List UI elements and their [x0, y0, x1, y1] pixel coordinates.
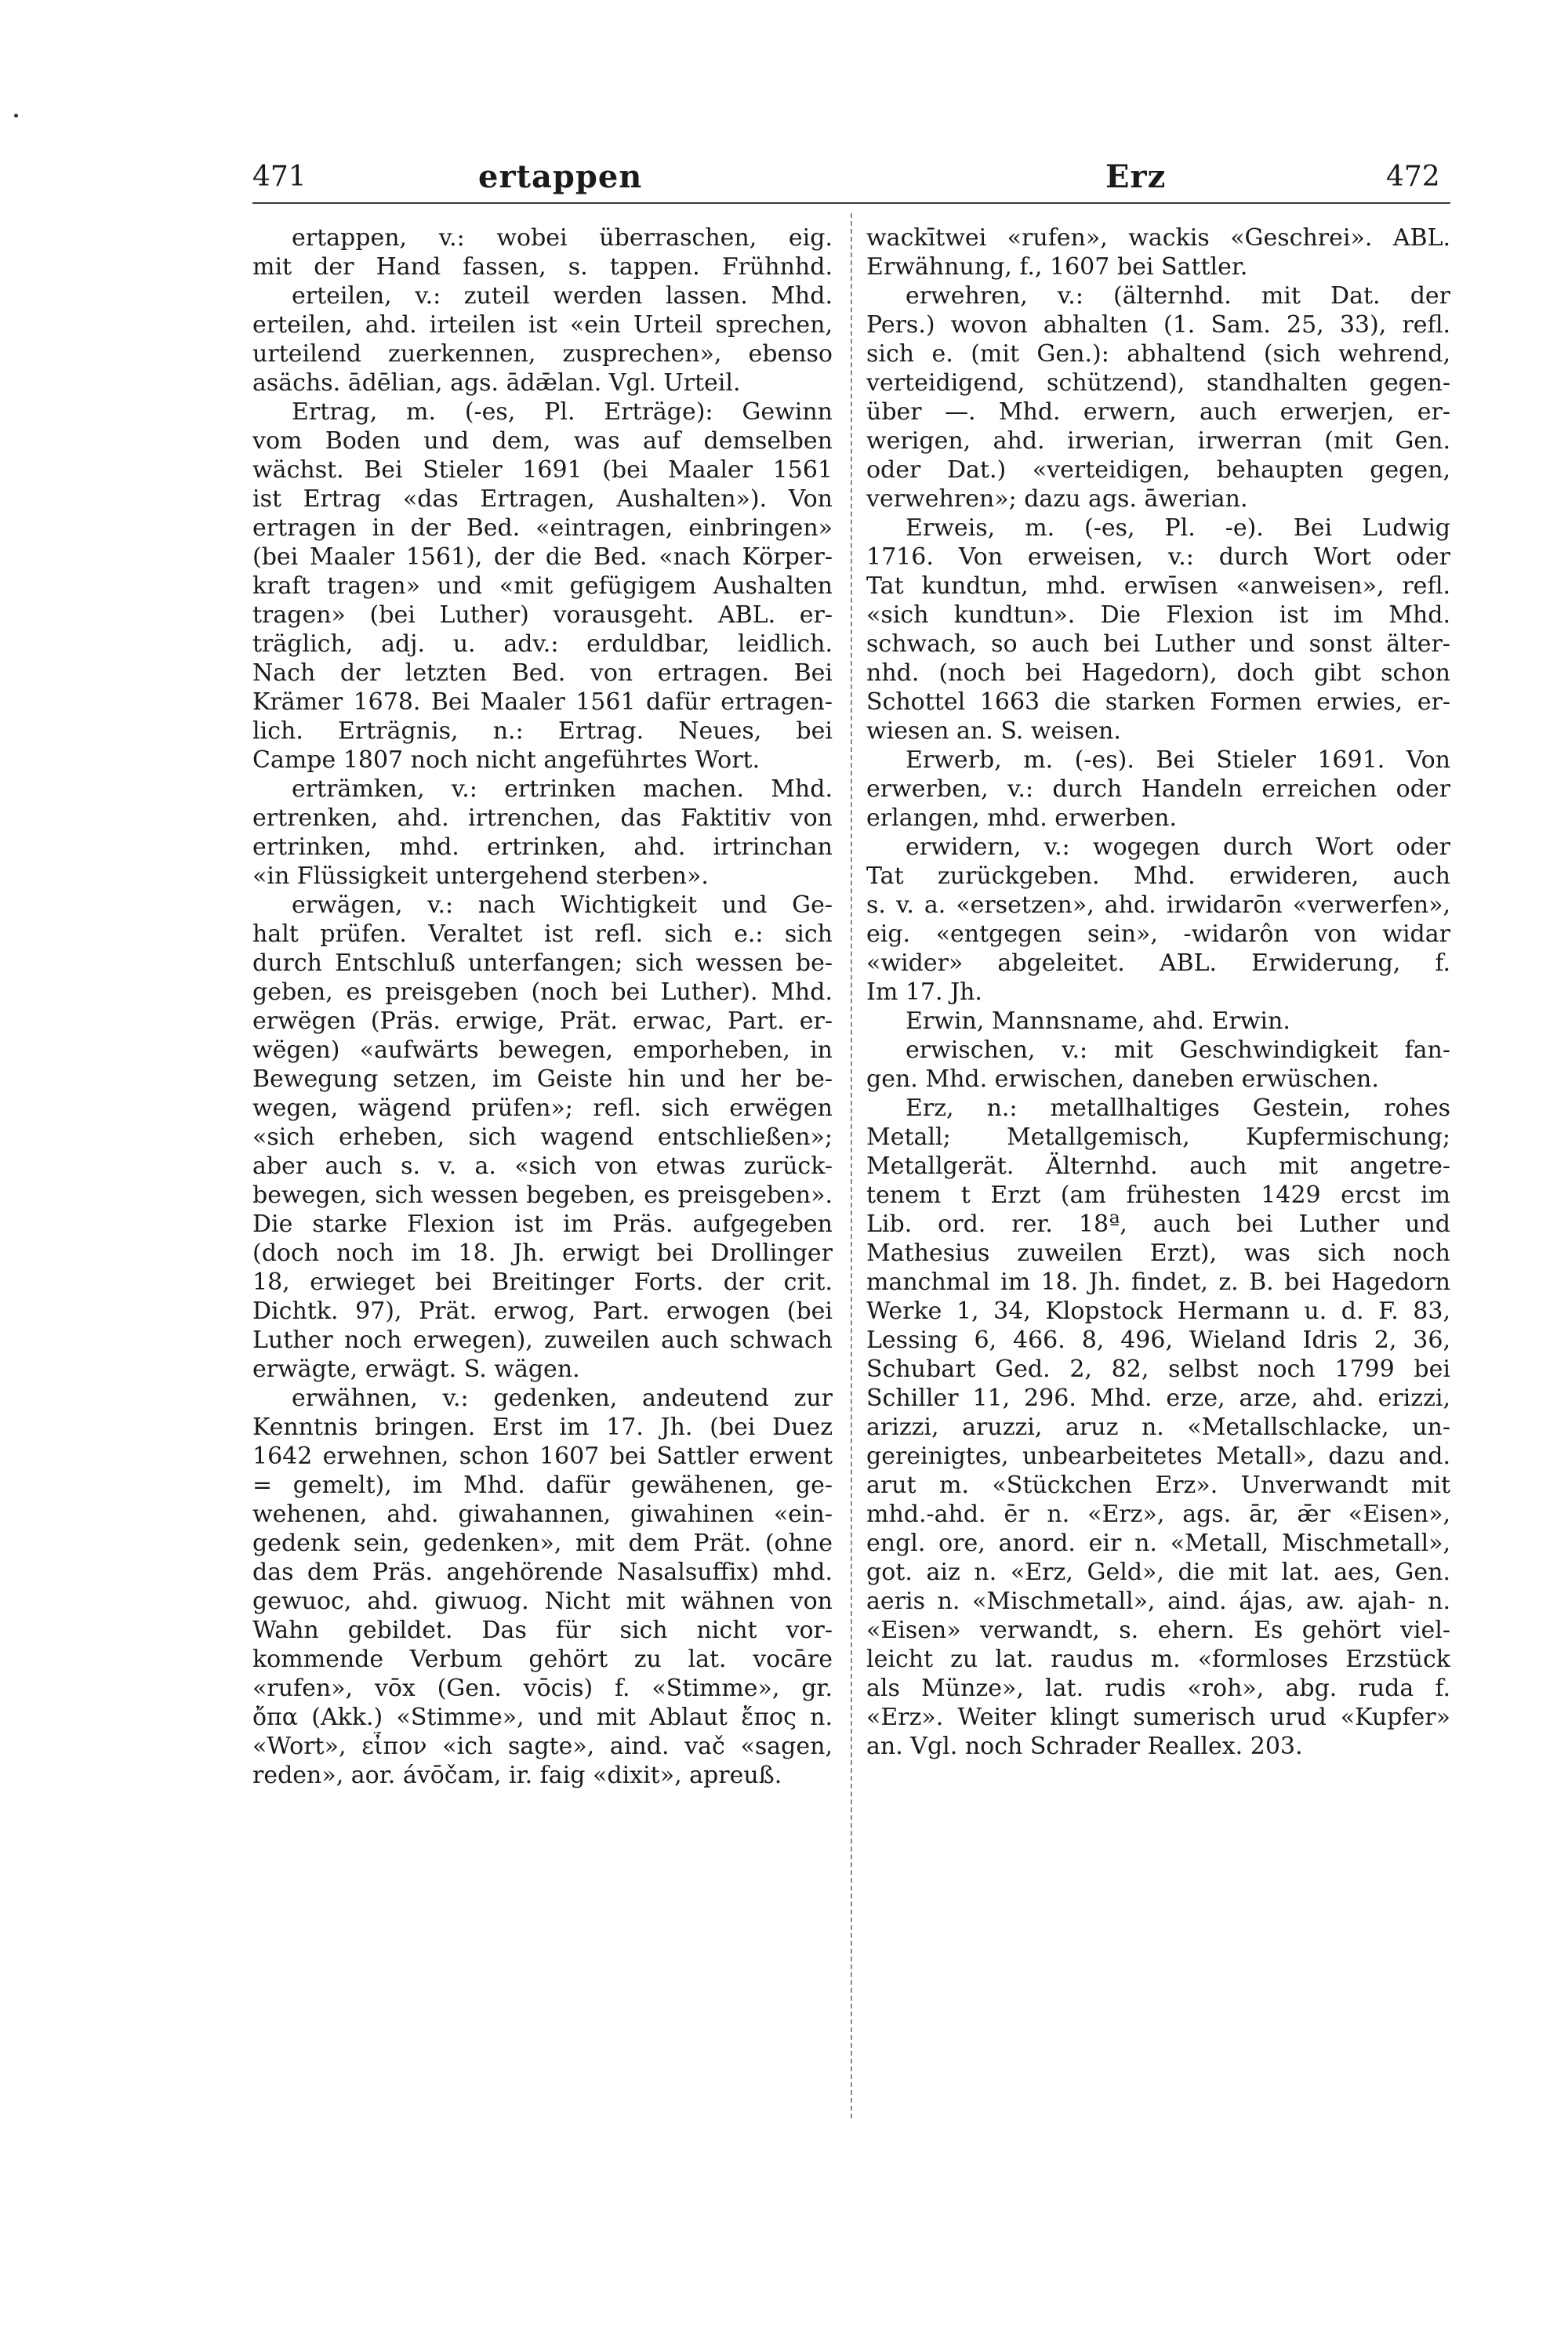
text-line: manchmal im 18. Jh. findet, z. B. bei Hagedorn [866, 1269, 1450, 1296]
text-line: Mathesius zuweilen Erzt), was sich noch [866, 1240, 1450, 1267]
text-line: an. Vgl. noch Schrader Reallex. 203. [866, 1733, 1303, 1760]
text-line: lich. Erträgnis, n.: Ertrag. Neues, bei [252, 717, 833, 745]
text-line: (bei Maaler 1561), der die Bed. «nach Körper- [252, 543, 833, 571]
text-line: kommende Verbum gehört zu lat. vocāre [252, 1646, 833, 1673]
text-line: ertrinken, mhd. ertrinken, ahd. irtrinchan [252, 833, 833, 861]
text-line: erteilen, ahd. irteilen ist «ein Urteil sprechen, [252, 311, 833, 339]
text-line: halt prüfen. Veraltet ist refl. sich e.: sich [252, 920, 833, 948]
text-line: «Wort», εἶπον «ich sagte», aind. vač «sagen, [252, 1733, 833, 1760]
text-line: 18, erwieget bei Breitinger Forts. der crit. [252, 1269, 833, 1296]
text-line: got. aiz n. «Erz, Geld», die mit lat. aes, Gen. [866, 1559, 1450, 1586]
text-line: Erwin, Mannsname, ahd. Erwin. [906, 1007, 1290, 1035]
text-line: «in Flüssigkeit untergehend sterben». [252, 862, 709, 890]
text-line: Tat kundtun, mhd. erwīsen «anweisen», refl. [866, 572, 1450, 600]
text-line: 1716. Von erweisen, v.: durch Wort oder [866, 543, 1450, 571]
text-line: erträmken, v.: ertrinken machen. Mhd. [292, 775, 833, 803]
text-line: Schottel 1663 die starken Formen erwies, er- [866, 688, 1450, 716]
text-line: Erz, n.: metallhaltiges Gestein, rohes [906, 1094, 1450, 1122]
text-line: ertrenken, ahd. irtrenchen, das Faktitiv von [252, 804, 833, 832]
text-line: durch Entschluß unterfangen; sich wessen be- [252, 949, 833, 977]
text-line: Metall; Metallgemisch, Kupfermischung; [866, 1123, 1450, 1151]
text-line: «Erz». Weiter klingt sumerisch urud «Kupfer» [866, 1704, 1450, 1731]
text-line: Wahn gebildet. Das für sich nicht vor- [252, 1617, 833, 1644]
text-line: tragen» (bei Luther) vorausgeht. ABL. er- [252, 601, 833, 629]
text-line: sich e. (mit Gen.): abhaltend (sich wehrend, [866, 340, 1450, 368]
text-line: ertappen, v.: wobei überraschen, eig. [292, 224, 833, 252]
text-line: ist Ertrag «das Ertragen, Aushalten»). Von [252, 485, 833, 513]
text-line: Campe 1807 noch nicht angeführtes Wort. [252, 746, 760, 774]
text-line: oder Dat.) «verteidigen, behaupten gegen, [866, 456, 1450, 484]
text-line: Luther noch erwegen), zuweilen auch schwach [252, 1327, 833, 1354]
text-line: asächs. ādēlian, ags. ādǣlan. Vgl. Urteil. [252, 369, 741, 397]
text-line: werigen, ahd. irwerian, irwerran (mit Gen. [866, 427, 1450, 455]
text-line: «Eisen» verwandt, s. ehern. Es gehört viel- [866, 1617, 1450, 1644]
text-line: verteidigend, schützend), standhalten gegen- [866, 369, 1450, 397]
text-line: tenem t Erzt (am frühesten 1429 ercst im [866, 1181, 1450, 1209]
text-line: erwehren, v.: (älternhd. mit Dat. der [906, 282, 1450, 310]
text-line: Im 17. Jh. [866, 978, 982, 1006]
header-rule [252, 202, 1450, 204]
text-line: = gemelt), im Mhd. dafür gewähenen, ge- [252, 1472, 833, 1499]
text-line: (doch noch im 18. Jh. erwigt bei Drollinger [252, 1240, 833, 1267]
text-line: Lessing 6, 466. 8, 496, Wieland Idris 2, 36, [866, 1327, 1450, 1354]
text-line: kraft tragen» und «mit gefügigem Aushalten [252, 572, 833, 600]
text-line: «sich erheben, sich wagend entschließen»; [252, 1123, 833, 1151]
text-line: arut m. «Stückchen Erz». Unverwandt mit [866, 1472, 1450, 1499]
text-line: ὄπα (Akk.) «Stimme», und mit Ablaut ἔπος n. [252, 1704, 833, 1731]
text-line: wehenen, ahd. giwahannen, giwahinen «ein- [252, 1501, 833, 1528]
text-line: urteilend zuerkennen, zusprechen», ebenso [252, 340, 833, 368]
right-column [866, 223, 1450, 1761]
text-line: ertragen in der Bed. «eintragen, einbringen» [252, 514, 833, 542]
text-line: «sich kundtun». Die Flexion ist im Mhd. [866, 601, 1450, 629]
text-line: erwägen, v.: nach Wichtigkeit und Ge- [292, 891, 833, 919]
left-running-headword: ertappen [478, 158, 643, 195]
text-line: erwidern, v.: wogegen durch Wort oder [906, 833, 1450, 861]
text-line: Nach der letzten Bed. von ertragen. Bei [252, 659, 833, 687]
text-line: arizzi, aruzzi, aruz n. «Metallschlacke, un- [866, 1414, 1450, 1441]
text-line: aeris n. «Mischmetall», aind. ájas, aw. ajah- n. [866, 1588, 1450, 1615]
text-line: schwach, so auch bei Luther und sonst älter- [866, 630, 1450, 658]
text-line: gedenk sein, gedenken», mit dem Prät. (ohne [252, 1530, 833, 1557]
right-running-headword: Erz [1105, 158, 1167, 195]
text-line: Die starke Flexion ist im Präs. aufgegeben [252, 1210, 833, 1238]
text-line: verwehren»; dazu ags. āwerian. [866, 485, 1248, 513]
text-line: Ertrag, m. (-es, Pl. Erträge): Gewinn [292, 398, 833, 426]
text-line: wackītwei «rufen», wackis «Geschrei». ABL. [866, 224, 1450, 252]
text-line: leicht zu lat. raudus m. «formloses Erzstück [866, 1646, 1450, 1673]
page-speck [14, 114, 18, 118]
text-line: nhd. (noch bei Hagedorn), doch gibt schon [866, 659, 1450, 687]
text-line: erwähnen, v.: gedenken, andeutend zur [292, 1385, 833, 1412]
text-line: wëgen) «aufwärts bewegen, emporheben, in [252, 1036, 833, 1064]
text-line: Lib. ord. rer. 18ª, auch bei Luther und [866, 1210, 1450, 1238]
text-line: «rufen», vōx (Gen. vōcis) f. «Stimme», gr. [252, 1675, 833, 1702]
text-line: Metallgerät. Älternhd. auch mit angetre- [866, 1152, 1450, 1180]
text-line: Erwähnung, f., 1607 bei Sattler. [866, 253, 1248, 281]
text-line: wegen, wägend prüfen»; refl. sich erwëgen [252, 1094, 833, 1122]
text-line: erwerben, v.: durch Handeln erreichen oder [866, 775, 1450, 803]
text-line: erwëgen (Präs. erwige, Prät. erwac, Part. er- [252, 1007, 833, 1035]
left-column [252, 223, 833, 1790]
text-line: reden», aor. ávōčam, ir. faig «dixit», apreuß. [252, 1762, 782, 1789]
text-line: Dichtk. 97), Prät. erwog, Part. erwogen (bei [252, 1298, 833, 1325]
text-line: Kenntnis bringen. Erst im 17. Jh. (bei Duez [252, 1414, 833, 1441]
text-line: träglich, adj. u. adv.: erduldbar, leidlich. [252, 630, 833, 658]
text-line: wiesen an. S. weisen. [866, 717, 1121, 745]
text-line: Tat zurückgeben. Mhd. erwideren, auch [866, 862, 1450, 890]
text-line: Erwerb, m. (-es). Bei Stieler 1691. Von [906, 746, 1450, 774]
text-line: aber auch s. v. a. «sich von etwas zurück- [252, 1152, 833, 1180]
text-line: gewuoc, ahd. giwuog. Nicht mit wähnen von [252, 1588, 833, 1615]
text-line: bewegen, sich wessen begeben, es preisgeben». [252, 1181, 833, 1209]
text-line: Krämer 1678. Bei Maaler 1561 dafür ertragen- [252, 688, 833, 716]
text-line: Werke 1, 34, Klopstock Hermann u. d. F. 83, [866, 1298, 1450, 1325]
left-page-number: 471 [252, 161, 307, 193]
text-line: Bewegung setzen, im Geiste hin und her be- [252, 1065, 833, 1093]
right-page-number: 472 [1386, 161, 1440, 193]
text-line: erwägte, erwägt. S. wägen. [252, 1356, 580, 1383]
text-line: mit der Hand fassen, s. tappen. Frühnhd. [252, 253, 833, 281]
text-line: Schubart Ged. 2, 82, selbst noch 1799 bei [866, 1356, 1450, 1383]
text-line: Schiller 11, 296. Mhd. erze, arze, ahd. erizzi, [866, 1385, 1450, 1412]
text-line: geben, es preisgeben (noch bei Luther). Mhd. [252, 978, 833, 1006]
text-line: eig. «entgegen sein», -widarôn von widar [866, 920, 1450, 948]
text-line: engl. ore, anord. eir n. «Metall, Mischmetall», [866, 1530, 1450, 1557]
text-line: vom Boden und dem, was auf demselben [252, 427, 833, 455]
text-line: s. v. a. «ersetzen», ahd. irwidarōn «verwerfen», [866, 891, 1450, 919]
text-line: mhd.-ahd. ēr n. «Erz», ags. ār, ǣr «Eisen», [866, 1501, 1450, 1528]
text-line: als Münze», lat. rudis «roh», abg. ruda f. [866, 1675, 1450, 1702]
text-line: wächst. Bei Stieler 1691 (bei Maaler 1561 [252, 456, 833, 484]
text-line: Pers.) wovon abhalten (1. Sam. 25, 33), refl. [866, 311, 1450, 339]
text-line: erwischen, v.: mit Geschwindigkeit fan- [906, 1036, 1450, 1064]
text-line: erlangen, mhd. erwerben. [866, 804, 1177, 832]
text-line: gereinigtes, unbearbeitetes Metall», dazu and. [866, 1443, 1450, 1470]
text-line: 1642 erwehnen, schon 1607 bei Sattler erwent [252, 1443, 833, 1470]
text-line: «wider» abgeleitet. ABL. Erwiderung, f. [866, 949, 1450, 977]
text-line: über —. Mhd. erwern, auch erwerjen, er- [866, 398, 1450, 426]
text-line: erteilen, v.: zuteil werden lassen. Mhd. [292, 282, 833, 310]
text-line: das dem Präs. angehörende Nasalsuffix) mhd. [252, 1559, 833, 1586]
column-divider [851, 213, 852, 2118]
text-line: Erweis, m. (-es, Pl. -e). Bei Ludwig [906, 514, 1450, 542]
text-line: gen. Mhd. erwischen, daneben erwüschen. [866, 1065, 1379, 1093]
